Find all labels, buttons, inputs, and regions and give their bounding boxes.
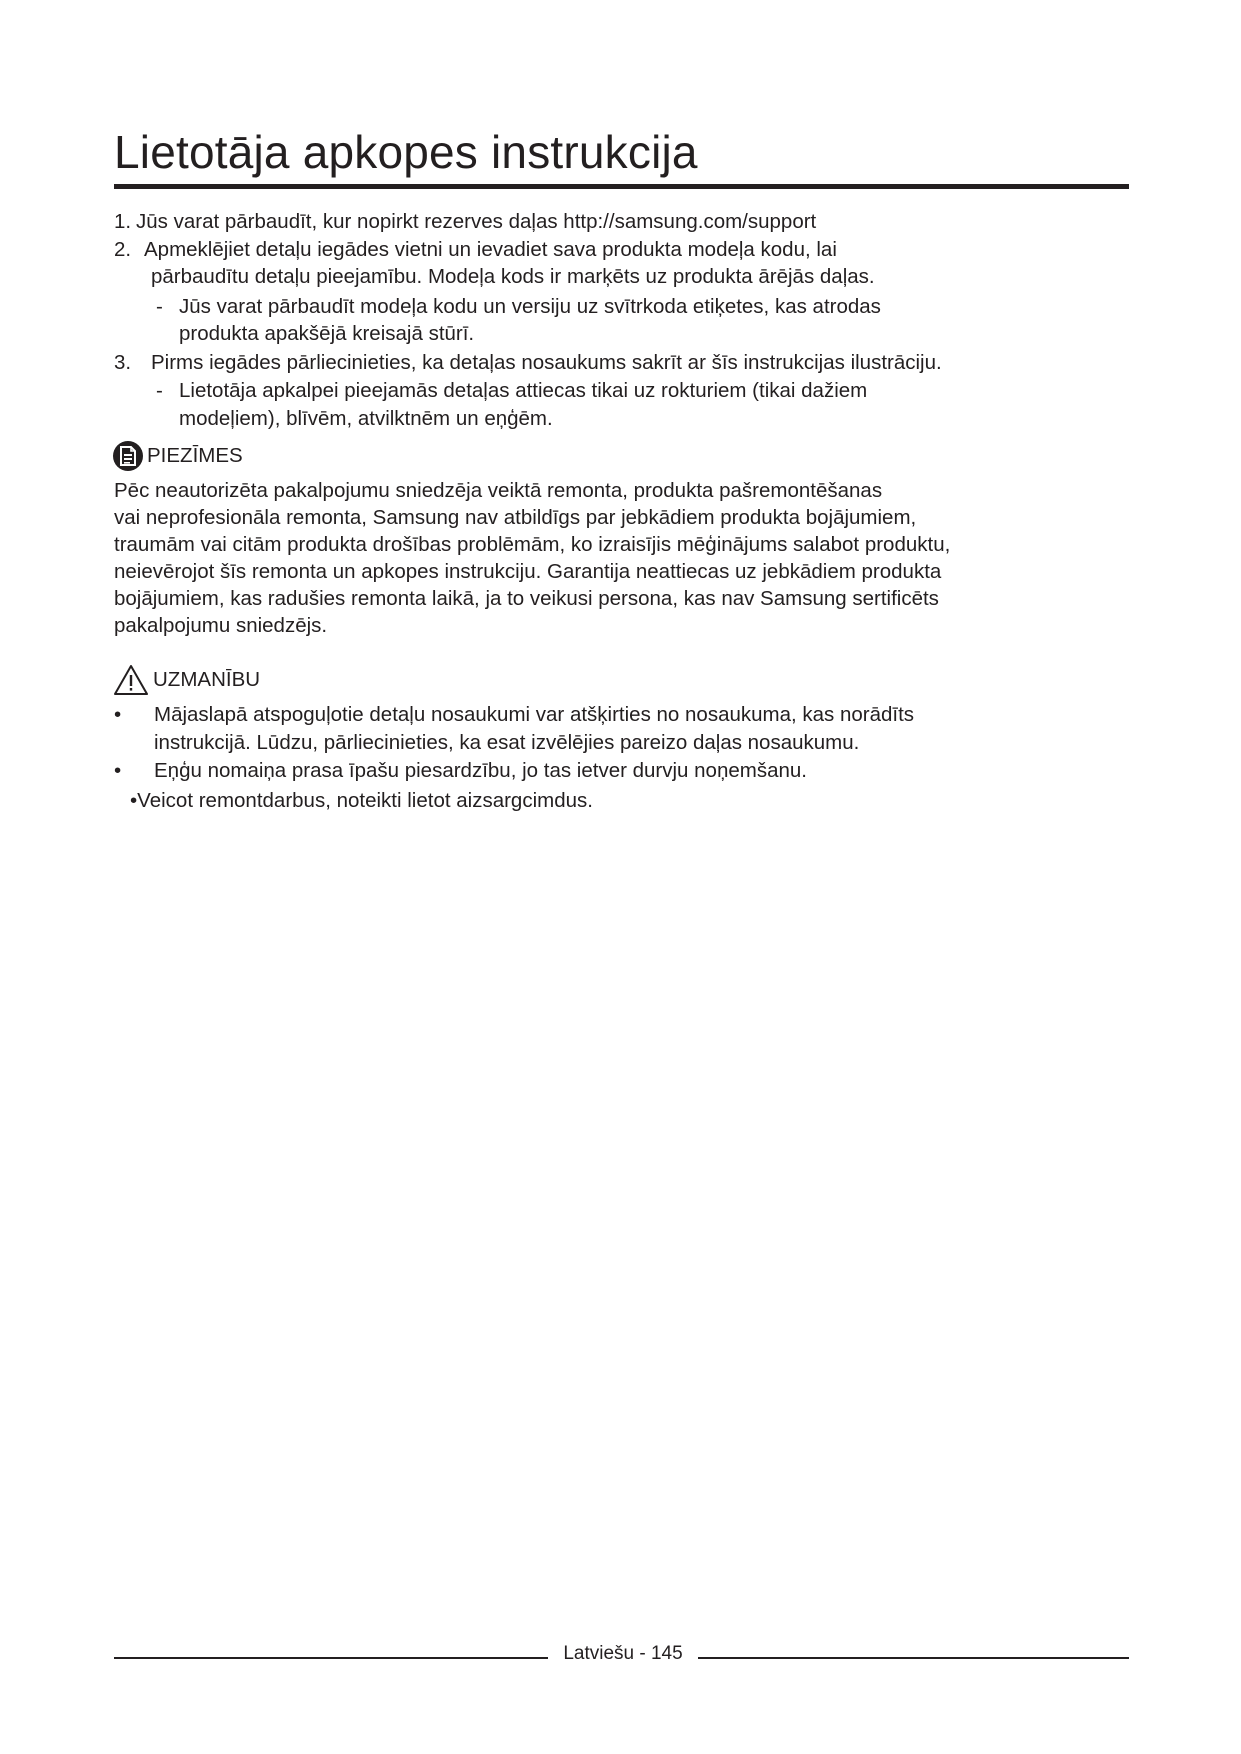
sub-text: modeļiem), blīvēm, atvilktnēm un eņģēm. — [179, 407, 553, 430]
notes-line: pakalpojumu sniedzējs. — [114, 614, 328, 637]
notes-line: Pēc neautorizēta pakalpojumu sniedzēja veiktā remonta, produkta pašremontēšanas — [114, 479, 883, 502]
notes-heading-label: PIEZĪMES — [147, 444, 243, 467]
step-number: 1. — [114, 210, 132, 233]
sub-text: Jūs varat pārbaudīt modeļa kodu un versiju uz svītrkoda etiķetes, kas atrodas — [179, 295, 881, 318]
step-number: 3. — [114, 351, 132, 374]
notes-line: traumām vai citām produkta drošības problēmām, ko izraisījis mēģinājums salabot produktu, — [114, 533, 951, 556]
warning-triangle-icon — [113, 664, 149, 696]
dash-marker: - — [156, 379, 163, 402]
bullet-marker: • — [114, 759, 122, 782]
caution-text: Mājaslapā atspoguļotie detaļu nosaukumi var atšķirties no nosaukuma, kas norādīts — [154, 703, 915, 726]
notes-body — [114, 477, 950, 639]
step-number: 2. — [114, 238, 132, 261]
step-text: Apmeklējiet detaļu iegādes vietni un ievadiet sava produkta modeļa kodu, lai — [144, 238, 837, 261]
caution-text: Eņģu nomaiņa prasa īpašu piesardzību, jo tas ietver durvju noņemšanu. — [154, 759, 807, 782]
footer-rule-right — [698, 1657, 1129, 1659]
step-text: pārbaudītu detaļu pieejamību. Modeļa kods ir marķēts uz produkta ārējās daļas. — [151, 265, 875, 288]
bullet-marker: • — [114, 703, 122, 726]
page-title: Lietotāja apkopes instrukcija — [114, 126, 698, 178]
page-number: Latviešu - 145 — [563, 1643, 683, 1664]
title-divider — [114, 184, 1129, 189]
dash-marker: - — [156, 295, 163, 318]
notes-heading — [113, 441, 243, 471]
caution-text: instrukcijā. Lūdzu, pārliecinieties, ka esat izvēlējies pareizo daļas nosaukumu. — [154, 731, 860, 754]
note-icon — [113, 441, 143, 471]
notes-line: vai neprofesionāla remonta, Samsung nav atbildīgs par jebkādiem produkta bojājumiem, — [114, 506, 917, 529]
sub-text: produkta apakšējā kreisajā stūrī. — [179, 322, 475, 345]
step-text: Jūs varat pārbaudīt, kur nopirkt rezerves daļas http://samsung.com/support — [136, 210, 817, 233]
sub-text: Lietotāja apkalpei pieejamās detaļas attiecas tikai uz rokturiem (tikai dažiem — [179, 379, 868, 402]
notes-line: bojājumiem, kas radušies remonta laikā, ja to veikusi persona, kas nav Samsung sertificēts — [114, 587, 939, 610]
caution-heading — [113, 664, 260, 696]
notes-line: neievērojot šīs remonta un apkopes instrukciju. Garantija neattiecas uz jebkādiem produkta — [114, 560, 942, 583]
step-text: Pirms iegādes pārliecinieties, ka detaļas nosaukums sakrīt ar šīs instrukcijas ilustrāciju. — [151, 351, 942, 374]
caution-last-line: •Veicot remontdarbus, noteikti lietot aizsargcimdus. — [130, 789, 593, 812]
footer-rule-left — [114, 1657, 548, 1659]
caution-heading-label: UZMANĪBU — [153, 668, 261, 691]
